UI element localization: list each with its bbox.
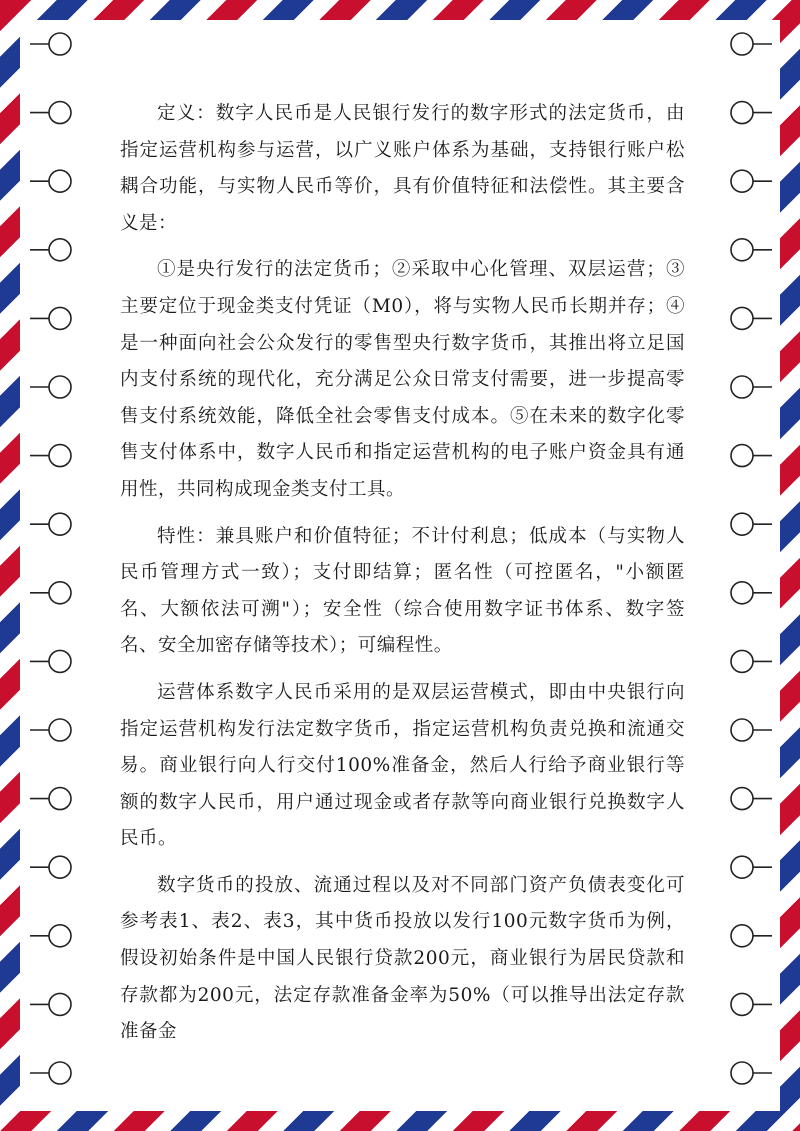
binder-ring-icon [30, 788, 71, 810]
binder-ring-icon [30, 650, 71, 672]
right-binder-rings [724, 0, 774, 1131]
paragraph-meaning: ①是央行发行的法定货币；②采取中心化管理、双层运营；③主要定位于现金类支付凭证（M0），将与实物人民币长期并存；④是一种面向社会公众发行的零售型央行数字货币，其推出将立足国内支付系统的现代化，充分满足公众日常支付需要，进一步提高零售支付系统效能，降低全社会零售支付成本。⑤在未来的数字化零售支付体系中，数字人民币和指定运营机构的电子账户资金具有通用性，共同构成现金类支付工具。 [120, 259, 685, 500]
paragraph-operation: 运营体系数字人民币采用的是双层运营模式，即由中央银行向指定运营机构发行法定数字货币，指定运营机构负责兑换和流通交易。商业银行向人行交付100%准备金，然后人行给予商业银行等额的数字人民币，用户通过现金或者存款等向商业银行兑换数字人民币。 [120, 681, 685, 850]
binder-ring-icon [30, 582, 71, 604]
binder-ring-icon [30, 719, 71, 741]
binder-ring-icon [731, 993, 772, 1015]
binder-ring-icon [30, 376, 71, 398]
binder-ring-icon [30, 102, 71, 124]
binder-ring-icon [731, 33, 772, 55]
binder-ring-icon [731, 170, 772, 192]
document-body [120, 96, 685, 1061]
binder-ring-icon [731, 650, 772, 672]
binder-ring-icon [731, 445, 772, 467]
binder-ring-icon [30, 856, 71, 878]
left-binder-rings [28, 0, 78, 1131]
binder-ring-icon [731, 582, 772, 604]
binder-ring-icon [30, 445, 71, 467]
binder-ring-icon [731, 376, 772, 398]
binder-ring-icon [724, 0, 774, 1131]
paragraph-issuance: 数字货币的投放、流通过程以及对不同部门资产负债表变化可参考表1、表2、表3，其中货币投放以发行100元数字货币为例，假设初始条件是中国人民银行贷款200元，商业银行为居民贷款和存款都为200元，法定存款准备金率为50%（可以推导出法定存款准备金 [120, 874, 685, 1043]
binder-ring-icon [731, 513, 772, 535]
binder-ring-icon [731, 239, 772, 261]
binder-ring-icon [731, 307, 772, 329]
binder-ring-icon [30, 307, 71, 329]
binder-ring-icon [30, 170, 71, 192]
binder-ring-icon [731, 102, 772, 124]
binder-ring-icon [731, 925, 772, 947]
binder-ring-icon [30, 239, 71, 261]
binder-ring-icon [28, 0, 78, 1131]
binder-ring-icon [731, 1062, 772, 1084]
binder-ring-icon [731, 856, 772, 878]
paragraph-features: 特性：兼具账户和价值特征；不计付利息；低成本（与实物人民币管理方式一致）；支付即结算；匿名性（可控匿名，"小额匿名、大额依法可溯"）；安全性（综合使用数字证书体系、数字签名、安全加密存储等技术）；可编程性。 [120, 525, 685, 657]
binder-ring-icon [30, 33, 71, 55]
paragraph-definition: 定义：数字人民币是人民银行发行的数字形式的法定货币，由指定运营机构参与运营，以广义账户体系为基础，支持银行账户松耦合功能，与实物人民币等价，具有价值特征和法偿性。其主要含义是： [120, 103, 685, 234]
binder-ring-icon [30, 993, 71, 1015]
binder-ring-icon [731, 719, 772, 741]
binder-ring-icon [731, 788, 772, 810]
binder-ring-icon [30, 1062, 71, 1084]
binder-ring-icon [30, 513, 71, 535]
binder-ring-icon [30, 925, 71, 947]
